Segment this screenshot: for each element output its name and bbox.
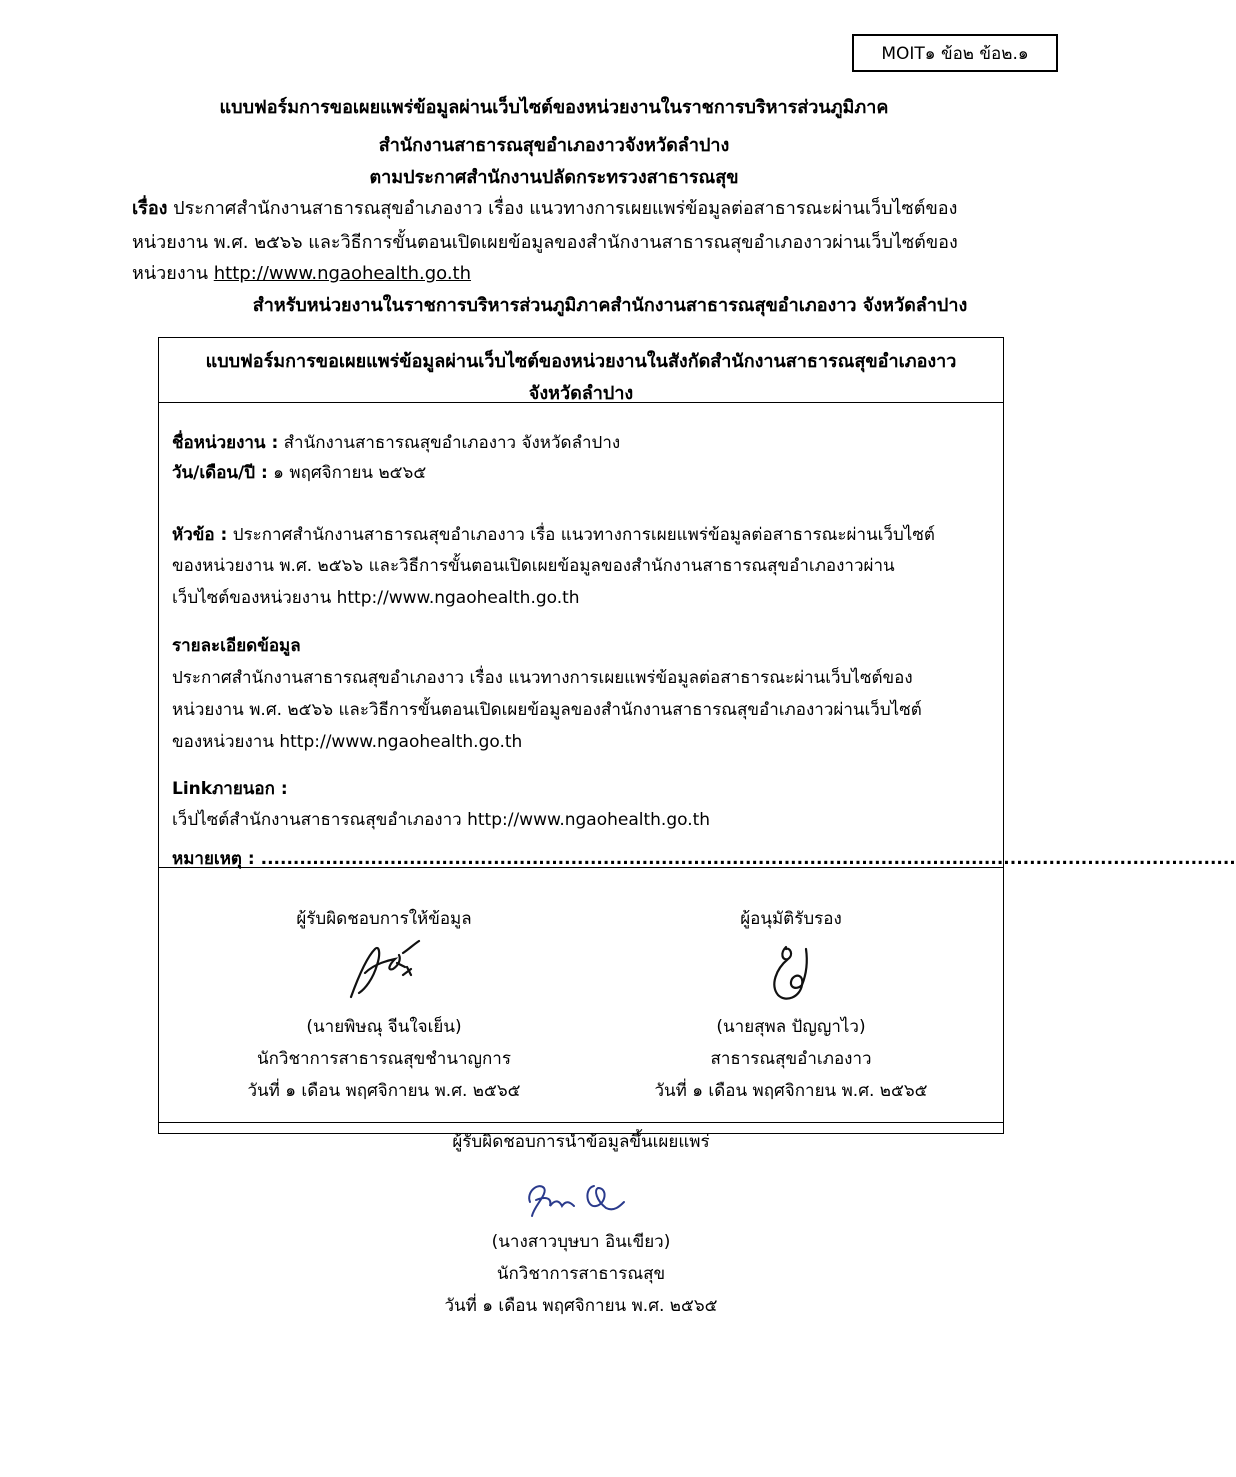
date-row xyxy=(172,459,426,486)
informant-name: (นายพิษณุ จีนใจเย็น) xyxy=(306,1017,462,1037)
detail-row-1: ประกาศสำนักงานสาธารณสุขอำเภองาว เรื่อง แนวทางการเผยแพร่ข้อมูลต่อสาธารณะผ่านเว็บไซต์ของ xyxy=(172,668,913,688)
publisher-date: วันที่ ๑ เดือน พฤศจิกายน พ.ศ. ๒๕๖๕ xyxy=(444,1296,718,1316)
signature-block-informant xyxy=(199,903,569,1107)
detail-row-3: ของหน่วยงาน http://www.ngaohealth.go.th xyxy=(172,732,523,752)
unit-row xyxy=(172,429,620,456)
approver-title: ผู้อนุมัติรับรอง xyxy=(740,909,842,929)
header-line-1: แบบฟอร์มการขอเผยแพร่ข้อมูลผ่านเว็บไซต์ของหน่วยงานในราชการบริหารส่วนภูมิภาค xyxy=(219,97,889,118)
publisher-name: (นางสาวบุษบา อินเขียว) xyxy=(491,1232,671,1252)
website-link[interactable]: http://www.ngaohealth.go.th xyxy=(213,263,472,284)
subject-text-3: หน่วยงาน xyxy=(132,263,214,284)
subject-label: เรื่อง xyxy=(132,198,168,219)
form-divider-1 xyxy=(159,402,1003,403)
informant-date: วันที่ ๑ เดือน พฤศจิกายน พ.ศ. ๒๕๖๕ xyxy=(247,1081,521,1101)
request-form xyxy=(158,337,1236,1316)
header-line-2: สำนักงานสาธารณสุขอำเภองาวจังหวัดลำปาง xyxy=(378,135,730,156)
publisher-position: นักวิชาการสาธารณสุข xyxy=(496,1264,666,1284)
informant-signature xyxy=(339,935,429,1005)
form-divider-3 xyxy=(159,1122,1003,1123)
topic-text-1: ประกาศสำนักงานสาธารณสุขอำเภองาว เรื่อ แนวทางการเผยแพร่ข้อมูลต่อสาธารณะผ่านเว็บไซต์ xyxy=(227,525,935,545)
unit-value: สำนักงานสาธารณสุขอำเภองาว จังหวัดลำปาง xyxy=(278,433,621,453)
detail-row-2: หน่วยงาน พ.ศ. ๒๕๖๖ และวิธีการขั้นตอนเปิดเผยข้อมูลของสำนักงานสาธารณสุขอำเภองาวผ่านเว็บไซต์ xyxy=(172,700,922,720)
topic-row-1 xyxy=(172,521,935,548)
external-link-value: เว็ปไซต์สำนักงานสาธารณสุขอำเภองาว http://www.ngaohealth.go.th xyxy=(172,810,711,830)
date-value: ๑ พฤศจิกายน ๒๕๖๕ xyxy=(267,463,427,483)
approver-position: สาธารณสุขอำเภองาว xyxy=(710,1049,872,1069)
document-code-box xyxy=(852,34,1058,72)
external-link-label: Linkภายนอก : xyxy=(172,779,288,799)
detail-label: รายละเอียดข้อมูล xyxy=(172,636,301,656)
subject-text-1: ประกาศสำนักงานสาธารณสุขอำเภองาว เรื่อง แนวทางการเผยแพร่ข้อมูลต่อสาธารณะผ่านเว็บไซต์ของ xyxy=(167,198,958,219)
approver-date: วันที่ ๑ เดือน พฤศจิกายน พ.ศ. ๒๕๖๕ xyxy=(654,1081,928,1101)
informant-position: นักวิชาการสาธารณสุขชำนาญการ xyxy=(257,1049,511,1069)
date-label: วัน/เดือน/ปี : xyxy=(172,463,268,483)
signature-block-publisher xyxy=(159,1126,1003,1322)
document-code: MOIT๑ ข้อ๒ ข้อ๒.๑ xyxy=(881,43,1029,64)
informant-title: ผู้รับผิดชอบการให้ข้อมูล xyxy=(296,909,472,929)
topic-label: หัวข้อ : xyxy=(172,525,228,545)
topic-row-2: ของหน่วยงาน พ.ศ. ๒๕๖๖ และวิธีการขั้นตอนเปิดเผยข้อมูลของสำนักงานสาธารณสุขอำเภองาวผ่าน xyxy=(172,556,895,576)
topic-row-3: เว็บไซต์ของหน่วยงาน http://www.ngaohealth.go.th xyxy=(172,588,580,608)
approver-name: (นายสุพล ปัญญาไว) xyxy=(716,1017,866,1037)
publisher-signature xyxy=(516,1172,646,1224)
signature-block-approver xyxy=(621,903,961,1107)
form-title-line-2: จังหวัดลำปาง xyxy=(528,383,634,404)
approver-signature xyxy=(756,935,826,1005)
subject-line-3 xyxy=(132,258,471,287)
form-title-line-1: แบบฟอร์มการขอเผยแพร่ข้อมูลผ่านเว็บไซต์ของหน่วยงานในสังกัดสำนักงานสาธารณสุขอำเภองาว xyxy=(205,351,957,372)
unit-label: ชื่อหน่วยงาน : xyxy=(172,433,279,453)
header-line-3: ตามประกาศสำนักงานปลัดกระทรวงสาธารณสุข xyxy=(369,167,739,188)
note-row: หมายเหตุ : ....................................................................................................................................................... xyxy=(172,849,1236,869)
form-divider-2 xyxy=(159,867,1003,868)
subject-line-1 xyxy=(132,193,957,222)
subject-line-2: หน่วยงาน พ.ศ. ๒๕๖๖ และวิธีการขั้นตอนเปิดเผยข้อมูลของสำนักงานสาธารณสุขอำเภองาวผ่านเว็บไซต์ของ xyxy=(132,232,958,253)
for-line: สำหรับหน่วยงานในราชการบริหารส่วนภูมิภาคสำนักงานสาธารณสุขอำเภองาว จังหวัดลำปาง xyxy=(252,295,968,316)
publisher-title: ผู้รับผิดชอบการนำข้อมูลขึ้นเผยแพร่ xyxy=(452,1132,710,1152)
